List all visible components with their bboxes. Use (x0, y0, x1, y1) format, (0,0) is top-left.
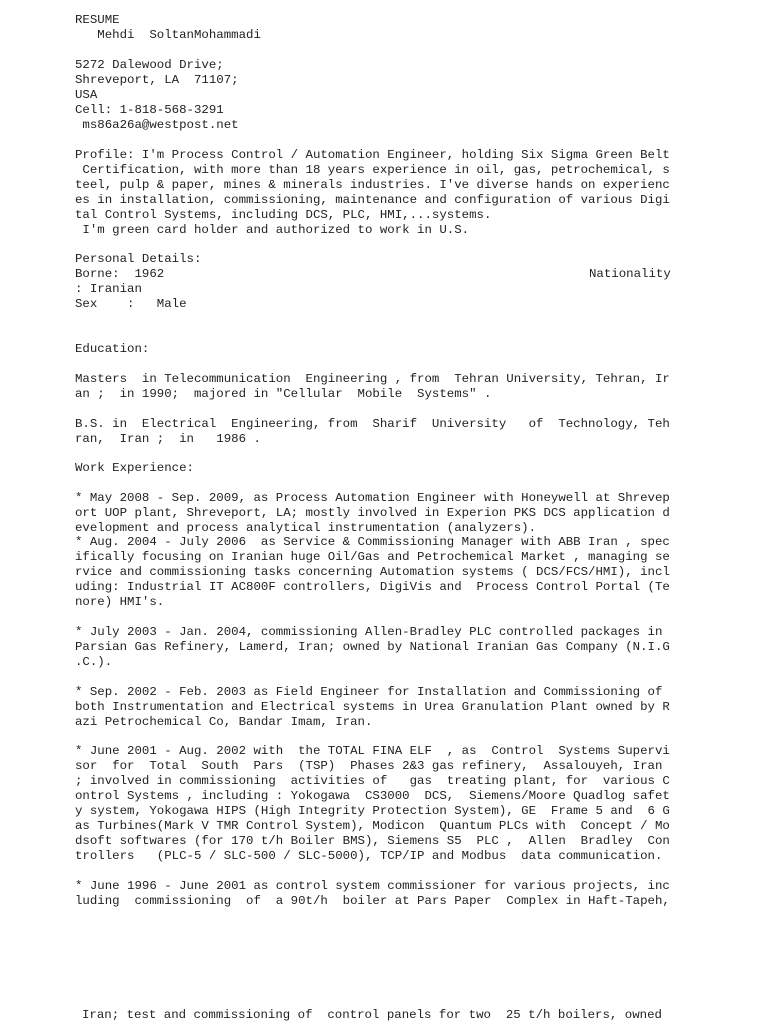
profile-line: Certification, with more than 18 years experience in oil, gas, petrochemical, s (75, 163, 670, 177)
borne-line: Borne: 1962 (75, 267, 165, 281)
resume-title: RESUME (75, 13, 120, 27)
nationality-label: Nationality (589, 267, 671, 281)
work-line: ort UOP plant, Shreveport, LA; mostly involved in Experion PKS DCS application d (75, 506, 670, 520)
work-line: nore) HMI's. (75, 595, 165, 609)
work-line: evelopment and process analytical instrumentation (analyzers). (75, 521, 537, 535)
work-line: azi Petrochemical Co, Bandar Imam, Iran. (75, 715, 373, 729)
address-line: 5272 Dalewood Drive; (75, 58, 224, 72)
work-line: Parsian Gas Refinery, Lamerd, Iran; owned by National Iranian Gas Company (N.I.G (75, 640, 670, 654)
work-line: as Turbines(Mark V TMR Control System), Modicon Quantum PLCs with Concept / Mo (75, 819, 670, 833)
education-line: B.S. in Electrical Engineering, from Sharif University of Technology, Teh (75, 417, 670, 431)
education-line: ran, Iran ; in 1986 . (75, 432, 261, 446)
candidate-name: Mehdi SoltanMohammadi (75, 28, 261, 42)
profile-line: tal Control Systems, including DCS, PLC, HMI,...systems. (75, 208, 492, 222)
work-line: * Sep. 2002 - Feb. 2003 as Field Engineer for Installation and Commissioning of (75, 685, 663, 699)
profile-line: Profile: I'm Process Control / Automation Engineer, holding Six Sigma Green Belt (75, 148, 670, 162)
work-line: ; involved in commissioning activities of gas treating plant, for various C (75, 774, 670, 788)
work-line: * May 2008 - Sep. 2009, as Process Automation Engineer with Honeywell at Shrevep (75, 491, 670, 505)
work-line: sor for Total South Pars (TSP) Phases 2&3 gas refinery, Assalouyeh, Iran (75, 759, 663, 773)
education-line: Masters in Telecommunication Engineering , from Tehran University, Tehran, Ir (75, 372, 670, 386)
sex-line: Sex : Male (75, 297, 187, 311)
work-line: y system, Yokogawa HIPS (High Integrity Protection System), GE Frame 5 and 6 G (75, 804, 670, 818)
work-line: * July 2003 - Jan. 2004, commissioning Allen-Bradley PLC controlled packages in (75, 625, 663, 639)
work-line: * Aug. 2004 - July 2006 as Service & Commissioning Manager with ABB Iran , spec (75, 535, 670, 549)
nationality-value: : Iranian (75, 282, 142, 296)
profile-line: es in installation, commissioning, maintenance and configuration of various Digi (75, 193, 670, 207)
work-heading: Work Experience: (75, 461, 194, 475)
education-line: an ; in 1990; majored in "Cellular Mobile Systems" . (75, 387, 492, 401)
personal-heading: Personal Details: (75, 252, 202, 266)
work-line-continuation: Iran; test and commissioning of control panels for two 25 t/h boilers, owned (82, 1008, 662, 1022)
profile-line: teel, pulp & paper, mines & minerals industries. I've diverse hands on experienc (75, 178, 670, 192)
work-line: .C.). (75, 655, 113, 669)
email-line: ms86a26a@westpost.net (75, 118, 239, 132)
work-line: dsoft softwares (for 170 t/h Boiler BMS), Siemens S5 PLC , Allen Bradley Con (75, 834, 670, 848)
work-line: * June 2001 - Aug. 2002 with the TOTAL FINA ELF , as Control Systems Supervi (75, 744, 670, 758)
address-line: USA (75, 88, 98, 102)
address-line: Shreveport, LA 71107; (75, 73, 239, 87)
work-line: both Instrumentation and Electrical systems in Urea Granulation Plant owned by R (75, 700, 670, 714)
work-line: trollers (PLC-5 / SLC-500 / SLC-5000), TCP/IP and Modbus data communication. (75, 849, 663, 863)
work-line: luding commissioning of a 90t/h boiler at Pars Paper Complex in Haft-Tapeh, (75, 894, 670, 908)
work-line: ontrol Systems , including : Yokogawa CS3000 DCS, Siemens/Moore Quadlog safet (75, 789, 670, 803)
phone-line: Cell: 1-818-568-3291 (75, 103, 224, 117)
work-line: uding: Industrial IT AC800F controllers, DigiVis and Process Control Portal (Te (75, 580, 670, 594)
education-heading: Education: (75, 342, 150, 356)
work-line: ifically focusing on Iranian huge Oil/Gas and Petrochemical Market , managing se (75, 550, 670, 564)
profile-line: I'm green card holder and authorized to work in U.S. (75, 223, 470, 237)
work-line: rvice and commissioning tasks concerning Automation systems ( DCS/FCS/HMI), incl (75, 565, 670, 579)
work-line: * June 1996 - June 2001 as control system commissioner for various projects, inc (75, 879, 670, 893)
